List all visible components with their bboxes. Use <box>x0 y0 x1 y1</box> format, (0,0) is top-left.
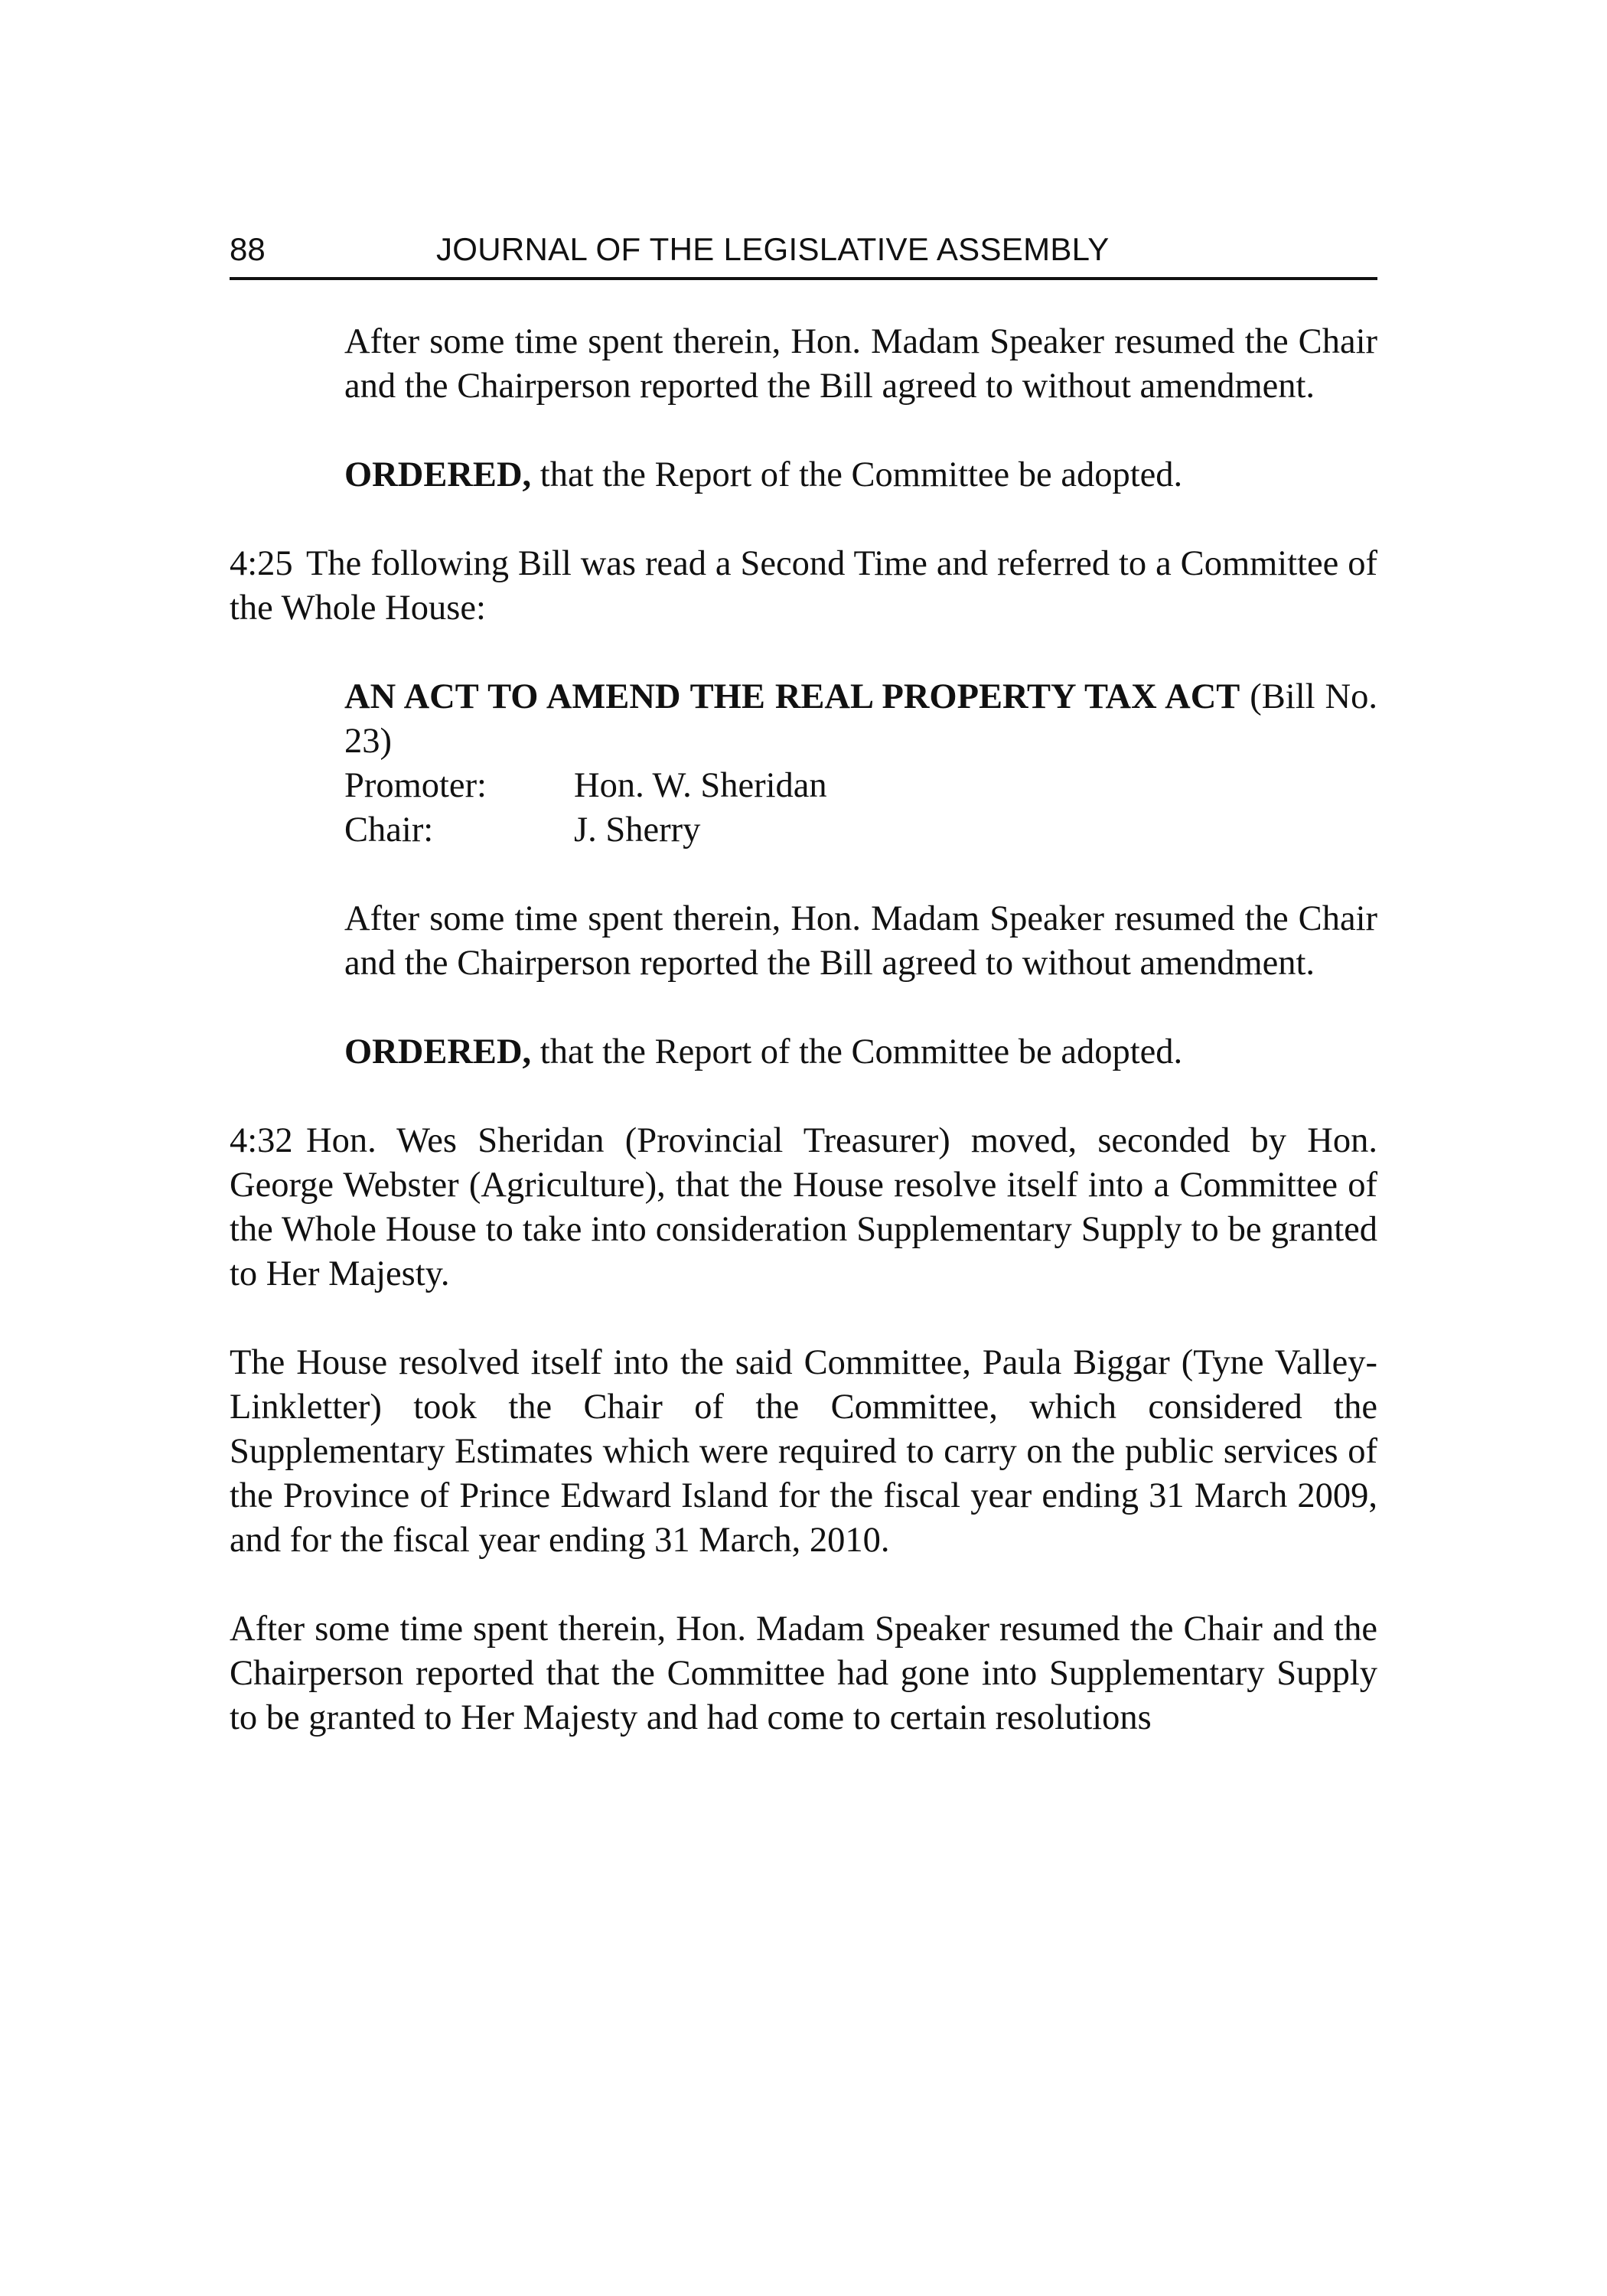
paragraph-speaker-resumed: After some time spent therein, Hon. Madam Speaker resumed the Chair and the Chairperson reported that the Committee had gone into Supplementary Supply to be granted to Her Majesty and had come to certain resolutions <box>230 1609 1377 1737</box>
promoter-label: Promoter: <box>344 766 487 805</box>
journal-body <box>230 320 1377 1740</box>
second-reading-text: The following Bill was read a Second Time and referred to a Committee of the Whole House: <box>230 544 1377 628</box>
promoter-row <box>344 764 1377 808</box>
bill-title-bold: AN ACT TO AMEND THE REAL PROPERTY TAX ACT <box>344 677 1240 716</box>
promoter-value: Hon. W. Sheridan <box>574 766 827 805</box>
bill-title <box>344 675 1377 764</box>
running-head: JOURNAL OF THE LEGISLATIVE ASSEMBLY <box>436 231 1110 267</box>
paragraph-supply-motion <box>230 1119 1377 1296</box>
page-header <box>230 227 1377 280</box>
paragraph-committee-report-1: After some time spent therein, Hon. Madam Speaker resumed the Chair and the Chairperson reported the Bill agreed to without amendment. <box>344 322 1377 406</box>
ordered-text: that the Report of the Committee be adopted. <box>531 455 1183 494</box>
chair-value: J. Sherry <box>574 810 701 850</box>
ordered-paragraph-2 <box>344 1030 1377 1075</box>
paragraph-committee-resolved: The House resolved itself into the said Committee, Paula Biggar (Tyne Valley-Linkletter) took the Chair of the Committee, which considered the Supplementary Estimates which were required to carry on the public services of the Province of Prince Edward Island for the fiscal year ending 31 March 2009, and for the fiscal year ending 31 March, 2010. <box>230 1343 1377 1560</box>
chair-row <box>344 808 1377 853</box>
paragraph-committee-report-2: After some time spent therein, Hon. Madam Speaker resumed the Chair and the Chairperson reported the Bill agreed to without amendment. <box>344 899 1377 983</box>
time-stamp: 4:25 <box>230 544 293 583</box>
ordered-keyword: ORDERED, <box>344 1032 532 1071</box>
ordered-text: that the Report of the Committee be adopted. <box>531 1032 1183 1071</box>
ordered-paragraph-1 <box>344 453 1377 497</box>
paragraph-second-reading <box>230 542 1377 631</box>
bill-number: (Bill No. 23) <box>344 677 1378 761</box>
supply-motion-text: Hon. Wes Sheridan (Provincial Treasurer) moved, seconded by Hon. George Webster (Agriculture), that the House resolve itself into a Committee of the Whole House to take into consideration Supplementary Supply to be granted to Her Majesty. <box>230 1121 1377 1293</box>
page-number: 88 <box>230 231 266 267</box>
time-stamp: 4:32 <box>230 1121 293 1160</box>
chair-label: Chair: <box>344 810 434 850</box>
ordered-keyword: ORDERED, <box>344 455 532 494</box>
